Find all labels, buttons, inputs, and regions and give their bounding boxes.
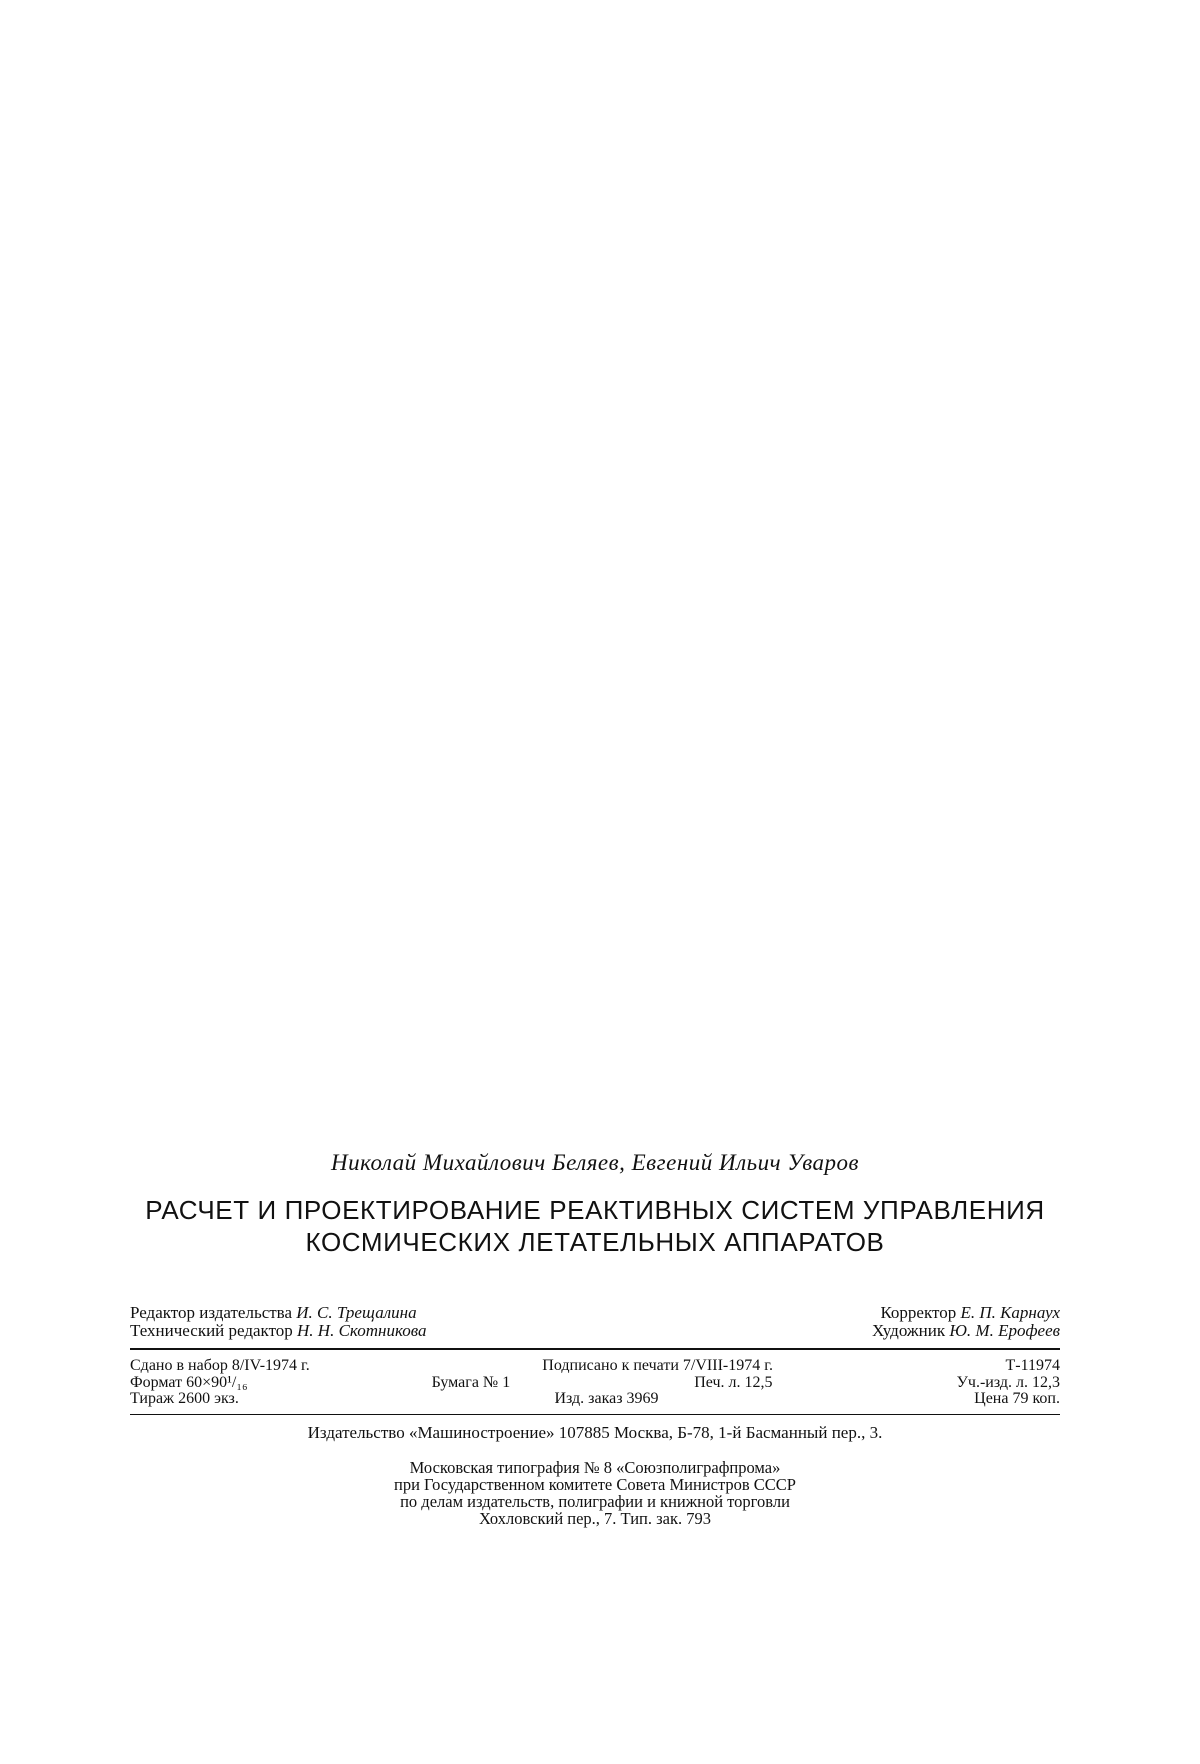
paper: Бумага № 1 [431, 1373, 511, 1391]
spec-row-2 [130, 1375, 1060, 1392]
tech-editor-credit [130, 1322, 427, 1340]
staff-credits [130, 1304, 1060, 1340]
proofreader-name: Е. П. Карнаух [960, 1303, 1060, 1322]
editor-credit [130, 1304, 427, 1322]
divider-top [130, 1348, 1060, 1350]
artist-name: Ю. М. Ерофеев [949, 1321, 1060, 1340]
artist-label: Художник [871, 1321, 946, 1340]
colophon [130, 1150, 1060, 1527]
spec-row-3 [130, 1391, 1060, 1408]
title-line-1: РАСЧЕТ И ПРОЕКТИРОВАНИЕ РЕАКТИВНЫХ СИСТЕМ УПРАВЛЕНИЯ [145, 1195, 1045, 1225]
print-sheets: Печ. л. 12,5 [694, 1373, 773, 1391]
publisher-line: Издательство «Машиностроение» 107885 Москва, Б-78, 1-й Басманный пер., 3. [307, 1422, 883, 1442]
editor-name: И. С. Трещалина [296, 1303, 417, 1322]
publishing-sheets: Уч.-изд. л. 12,3 [956, 1373, 1060, 1391]
printer-line-4: Хохловский пер., 7. Тип. зак. 793 [479, 1508, 711, 1528]
print-run: Тираж 2600 экз. [130, 1390, 239, 1407]
license-number: Т-11974 [1005, 1357, 1060, 1374]
artist-credit [872, 1322, 1060, 1340]
divider-bottom [130, 1414, 1060, 1415]
authors-line: Николай Михайлович Беляев, Евгений Ильич Уваров [330, 1150, 860, 1175]
proofreader-credit [872, 1304, 1060, 1322]
title-line-2: КОСМИЧЕСКИХ ЛЕТАТЕЛЬНЫХ АППАРАТОВ [305, 1227, 885, 1257]
printer-line-1: Московская типография № 8 «Союзполиграфпрома» [409, 1457, 781, 1477]
spec-row-1 [130, 1358, 1060, 1375]
printer-line-3: по делам издательств, полиграфии и книжной торговли [400, 1491, 790, 1511]
book-title [130, 1194, 1060, 1258]
signed-date: Подписано к печати 7/VIII-1974 г. [542, 1357, 773, 1374]
price: Цена 79 коп. [974, 1390, 1060, 1407]
tech-editor-label: Технический редактор [130, 1321, 293, 1340]
typeset-date: Сдано в набор 8/IV-1974 г. [130, 1357, 310, 1374]
staff-left [130, 1304, 427, 1340]
printer-block [130, 1459, 1060, 1527]
editor-label: Редактор издательства [130, 1303, 293, 1322]
staff-right [872, 1304, 1060, 1340]
tech-editor-name: Н. Н. Скотникова [297, 1321, 427, 1340]
print-specs [130, 1358, 1060, 1408]
publisher-order: Изд. заказ 3969 [554, 1390, 659, 1407]
proofreader-label: Корректор [880, 1303, 957, 1322]
format: Формат 60×90¹/₁₆ [130, 1373, 248, 1391]
printer-line-2: при Государственном комитете Совета Министров СССР [393, 1474, 796, 1494]
